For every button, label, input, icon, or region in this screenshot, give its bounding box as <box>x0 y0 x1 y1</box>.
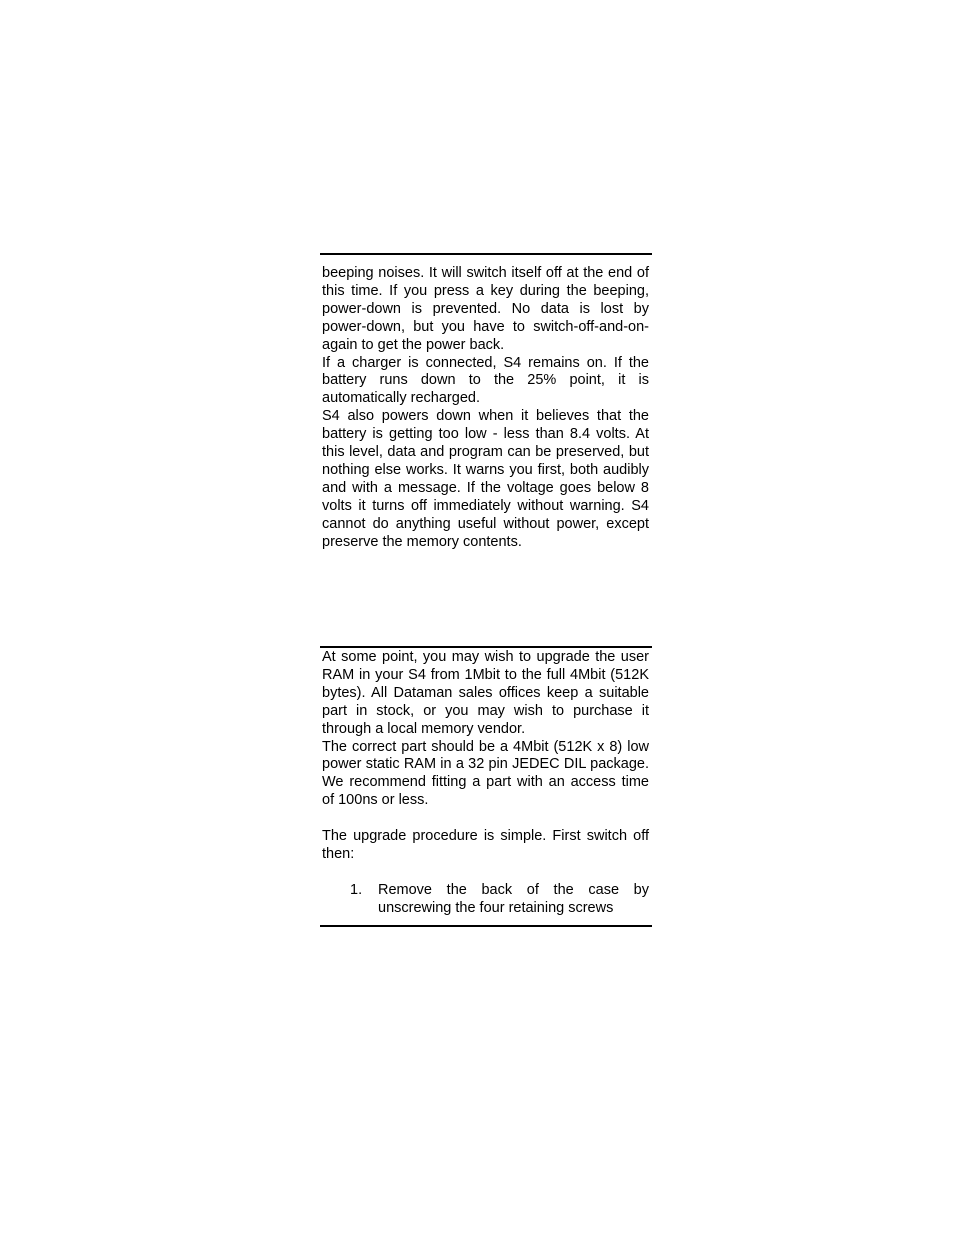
paragraph-correct-part: The correct part should be a 4Mbit (512K x 8) low power static RAM in a 32 pin JEDEC DIL package. We recommend fitting a part with an access time of 100ns or less. <box>322 738 649 809</box>
step-text: Remove the back of the case by unscrewing the four retaining screws <box>378 881 649 916</box>
paragraph-low-battery: S4 also powers down when it believes that the battery is getting too low - less than 8.4 volts. At this level, data and program can be preserved, but nothing else works. It warns you first, both audibly and with a message. If the voltage goes below 8 volts it turns off immediately without warning. S4 cannot do anything useful without power, except preserve the memory contents. <box>322 408 649 550</box>
bottom-rule <box>320 925 652 927</box>
upgrade-steps-list <box>322 882 649 918</box>
section-rule <box>320 646 652 648</box>
list-item <box>322 882 649 918</box>
paragraph-upgrade-procedure: The upgrade procedure is simple. First switch off then: <box>322 828 649 862</box>
power-down-text-block <box>322 265 649 552</box>
ram-upgrade-text-block <box>322 649 649 918</box>
step-number: 1. <box>350 881 363 898</box>
top-rule <box>320 253 652 255</box>
paragraph-upgrade-intro: At some point, you may wish to upgrade the user RAM in your S4 from 1Mbit to the full 4Mbit (512K bytes). All Dataman sales offices keep a suitable part in stock, or you may wish to purchase it through a local memory vendor. <box>322 649 649 737</box>
paragraph-charger-connected: If a charger is connected, S4 remains on. If the battery runs down to the 25% point, it is automatically recharged. <box>322 354 649 407</box>
paragraph-power-down-beeping: beeping noises. It will switch itself off at the end of this time. If you press a key during the beeping, power-down is prevented. No data is lost by power-down, but you have to switch-off-and-on-again to get the power back. <box>322 265 649 353</box>
